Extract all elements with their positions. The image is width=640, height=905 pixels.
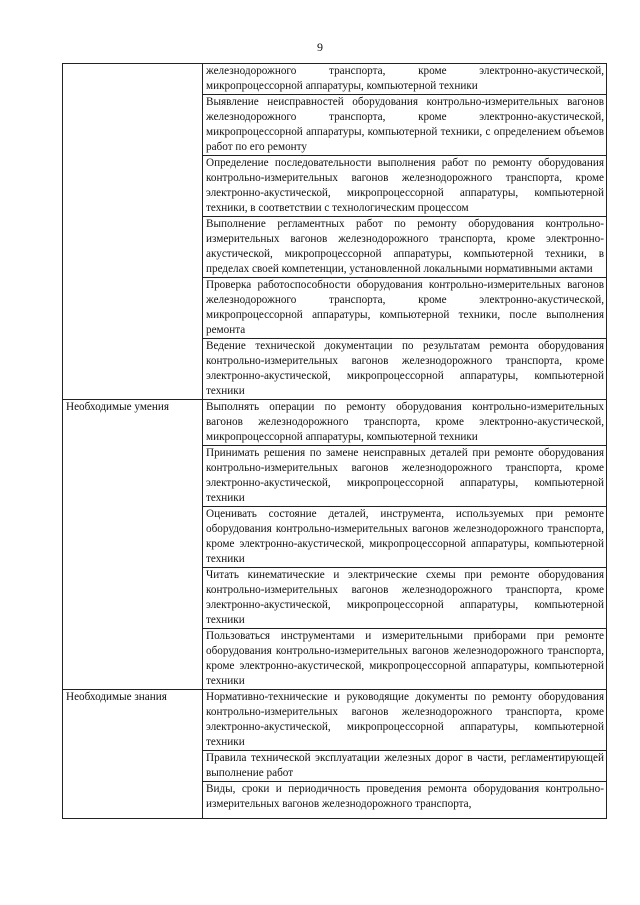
row-label-actions <box>63 64 203 400</box>
table-cell: Ведение технической документации по результатам ремонта оборудования контрольно-измерительных вагонов железнодорожного транспорта, кроме электронно-акустической, микропроцессорной аппаратуры, компьютерной техники <box>203 339 607 400</box>
table-cell: Нормативно-технические и руководящие документы по ремонту оборудования контрольно-измерительных вагонов железнодорожного транспорта, кроме электронно-акустической, микропроцессорной аппаратуры, компьютерной техники <box>203 690 607 751</box>
table-cell: Правила технической эксплуатации железных дорог в части, регламентирующей выполнение работ <box>203 751 607 782</box>
labor-functions-table <box>62 63 607 819</box>
table-row <box>63 400 607 446</box>
table-cell: Читать кинематические и электрические схемы при ремонте оборудования контрольно-измерительных вагонов железнодорожного транспорта, кроме электронно-акустической, микропроцессорной аппаратуры, компьютерной техники <box>203 568 607 629</box>
table-cell <box>203 782 607 819</box>
table-cell: Пользоваться инструментами и измерительными приборами при ремонте оборудования контрольно-измерительных вагонов железнодорожного транспорта, кроме электронно-акустической, микропроцессорной аппаратуры, компьютерной техники <box>203 629 607 690</box>
row-label-knowledge: Необходимые знания <box>63 690 203 819</box>
table-cell: Проверка работоспособности оборудования контрольно-измерительных вагонов железнодорожного транспорта, кроме электронно-акустической, микропроцессорной аппаратуры, компьютерной техники, после выполнения ремонта <box>203 278 607 339</box>
table-cell: Определение последовательности выполнения работ по ремонту оборудования контрольно-измерительных вагонов железнодорожного транспорта, кроме электронно-акустической, микропроцессорной аппаратуры, компьютерной техники, в соответствии с технологическим процессом <box>203 156 607 217</box>
row-label-skills: Необходимые умения <box>63 400 203 690</box>
table-cell: Выявление неисправностей оборудования контрольно-измерительных вагонов железнодорожного транспорта, кроме электронно-акустической, микропроцессорной аппаратуры, компьютерной техники, с определением объемов работ по его ремонту <box>203 95 607 156</box>
table-cell: Выполнять операции по ремонту оборудования контрольно-измерительных вагонов железнодорожного транспорта, кроме электронно-акустической, микропроцессорной аппаратуры, компьютерной техники <box>203 400 607 446</box>
table-cell: Выполнение регламентных работ по ремонту оборудования контрольно-измерительных вагонов железнодорожного транспорта, кроме электронно-акустической, микропроцессорной аппаратуры, компьютерной техники, в пределах своей компетенции, установленной локальными нормативными актами <box>203 217 607 278</box>
table-row <box>63 64 607 95</box>
table-cell: Принимать решения по замене неисправных деталей при ремонте оборудования контрольно-измерительных вагонов железнодорожного транспорта, кроме электронно-акустической, микропроцессорной аппаратуры, компьютерной техники <box>203 446 607 507</box>
table-cell-text: Виды, сроки и периодичность проведения ремонта оборудования контрольно-измерительных вагонов железнодорожного транспорта, <box>206 783 604 810</box>
page-number: 9 <box>317 40 323 54</box>
table-cell: Оценивать состояние деталей, инструмента, используемых при ремонте оборудования контрольно-измерительных вагонов железнодорожного транспорта, кроме электронно-акустической, микропроцессорной аппаратуры, компьютерной техники <box>203 507 607 568</box>
table-row <box>63 690 607 751</box>
table-cell: железнодорожного транспорта, кроме электронно-акустической, микропроцессорной аппаратуры, компьютерной техники <box>203 64 607 95</box>
